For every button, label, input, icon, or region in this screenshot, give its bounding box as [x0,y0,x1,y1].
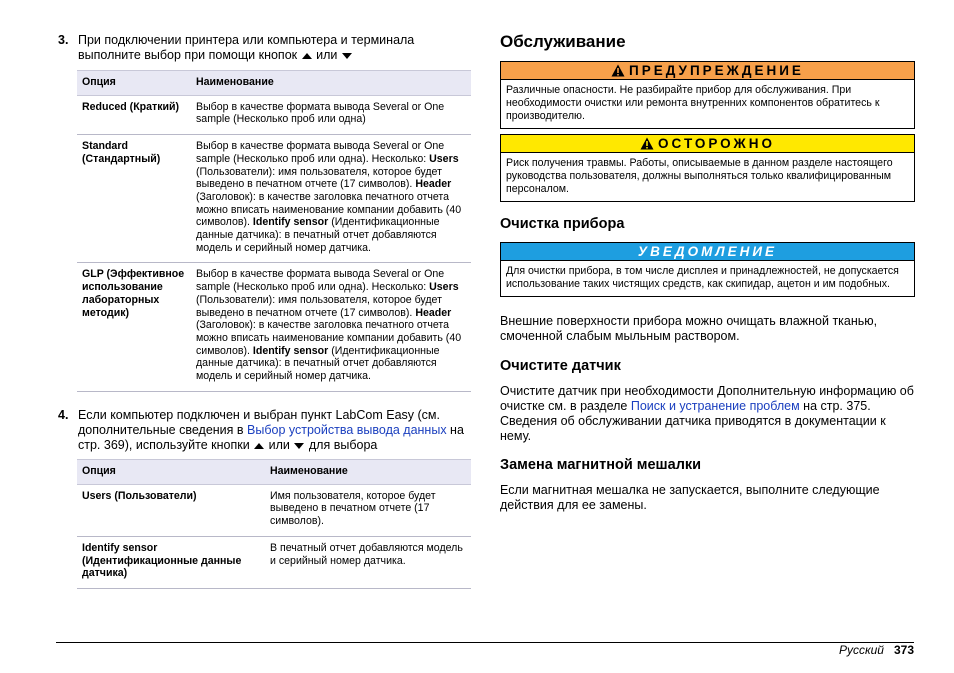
warning-text: Различные опасности. Не разбирайте прибор для обслуживания. При необходимости очистки или ремонта внутренних компонентов обратитесь к производителю. [506,84,880,122]
table-row [77,484,471,536]
subsection-title-sensor: Очистите датчик [500,358,621,374]
footer-language: Русский [838,643,884,657]
table-row [77,135,471,263]
warning-box [500,61,915,129]
troubleshooting-link[interactable]: Поиск и устранение проблем [630,399,800,413]
section-title: Обслуживание [500,32,626,51]
column-header-name: Наименование [191,71,471,96]
option-cell: Identify sensor (Идентификационные данные датчика) [77,536,265,588]
caution-text: Риск получения травмы. Работы, описываемые в данном разделе настоящего руководства пользователя, должны выполняться только квалифицированным персоналом. [506,157,893,195]
column-header-option: Опция [77,460,265,485]
table-row [77,95,471,134]
notice-text: Для очистки прибора, в том числе дисплея и принадлежностей, не допускается использование таких чистящих средств, как скипидар, ацетон и им подобных. [506,265,899,290]
options-table-1 [77,70,471,392]
page-footer [839,643,914,657]
description-cell: Выбор в качестве формата вывода Several or One sample (Несколько проб или одна). Несколько: Users (Пользователи): имя пользователя, которое будет выведено в печатном отчете (17 символов). Header (Заголовок): в качестве заголовка печатного отчета можно вписать наименование компании добавить (40 символов). Identify sensor (Идентификационные данные датчика): в печатный отчет добавляются модель и серийный номер датчика. [191,263,471,391]
description-cell: В печатный отчет добавляются модель и серийный номер датчика. [265,536,471,588]
notice-header: УВЕДОМЛЕНИЕ [501,243,914,261]
option-cell: Standard (Стандартный) [77,135,191,263]
step-number: 3. [58,33,69,47]
up-arrow-icon [302,53,312,59]
clean-paragraph: Внешние поверхности прибора можно очищать влажной тканью, смоченной слабым мыльным раствором. [500,314,878,343]
down-arrow-icon [342,53,352,59]
stirrer-paragraph: Если магнитная мешалка не запускается, выполните следующие действия для ее замены. [500,483,880,512]
option-cell: GLP (Эффективное использование лабораторных методик) [77,263,191,391]
caution-header: ОСТОРОЖНО [501,135,914,153]
footer-divider [56,642,914,643]
page-number: 373 [893,643,914,657]
up-arrow-icon [254,443,264,449]
output-device-link[interactable]: Выбор устройства вывода данных [247,423,447,437]
table-header-row [77,460,471,485]
warning-header: ПРЕДУПРЕЖДЕНИЕ [501,62,914,80]
notice-box [500,242,915,297]
step-number: 4. [58,408,69,422]
sensor-paragraph: Очистите датчик при необходимости Дополнительную информацию об очистке см. в разделе Поиск и устранение проблем на стр. 375. Сведения об обслуживании датчика приводятся в документации к нему. [500,384,914,443]
down-arrow-icon [294,443,304,449]
description-cell: Выбор в качестве формата вывода Several or One sample (Несколько проб или одна). Несколько: Users (Пользователи): имя пользователя, которое будет выведено в печатном отчете (17 символов). Header (Заголовок): в качестве заголовка печатного отчета можно вписать наименование компании добавить (40 символов). Identify sensor (Идентификационные данные датчика): в печатный отчет добавляются модель и серийный номер датчика. [191,135,471,263]
option-cell: Users (Пользователи) [77,484,265,536]
table-row [77,263,471,391]
step-text: При подключении принтера или компьютера и терминала выполните выбор при помощи кнопок или [78,33,415,62]
table-header-row [77,71,471,96]
caution-box [500,134,915,202]
subsection-title-clean: Очистка прибора [500,216,625,232]
column-header-option: Опция [77,71,191,96]
description-cell: Имя пользователя, которое будет выведено в печатном отчете (17 символов). [265,484,471,536]
option-cell: Reduced (Краткий) [77,95,191,134]
warning-triangle-icon [611,64,625,81]
description-cell: Выбор в качестве формата вывода Several or One sample (Несколько проб или одна) [191,95,471,134]
options-table-2 [77,459,471,589]
step-text: Если компьютер подключен и выбран пункт LabCom Easy (см. дополнительные сведения в Выбор устройства вывода данных на стр. 369), используйте кнопки или для выбора [78,408,464,452]
subsection-title-stirrer: Замена магнитной мешалки [500,457,702,473]
column-header-name: Наименование [265,460,471,485]
table-row [77,536,471,588]
warning-triangle-icon [640,137,654,154]
